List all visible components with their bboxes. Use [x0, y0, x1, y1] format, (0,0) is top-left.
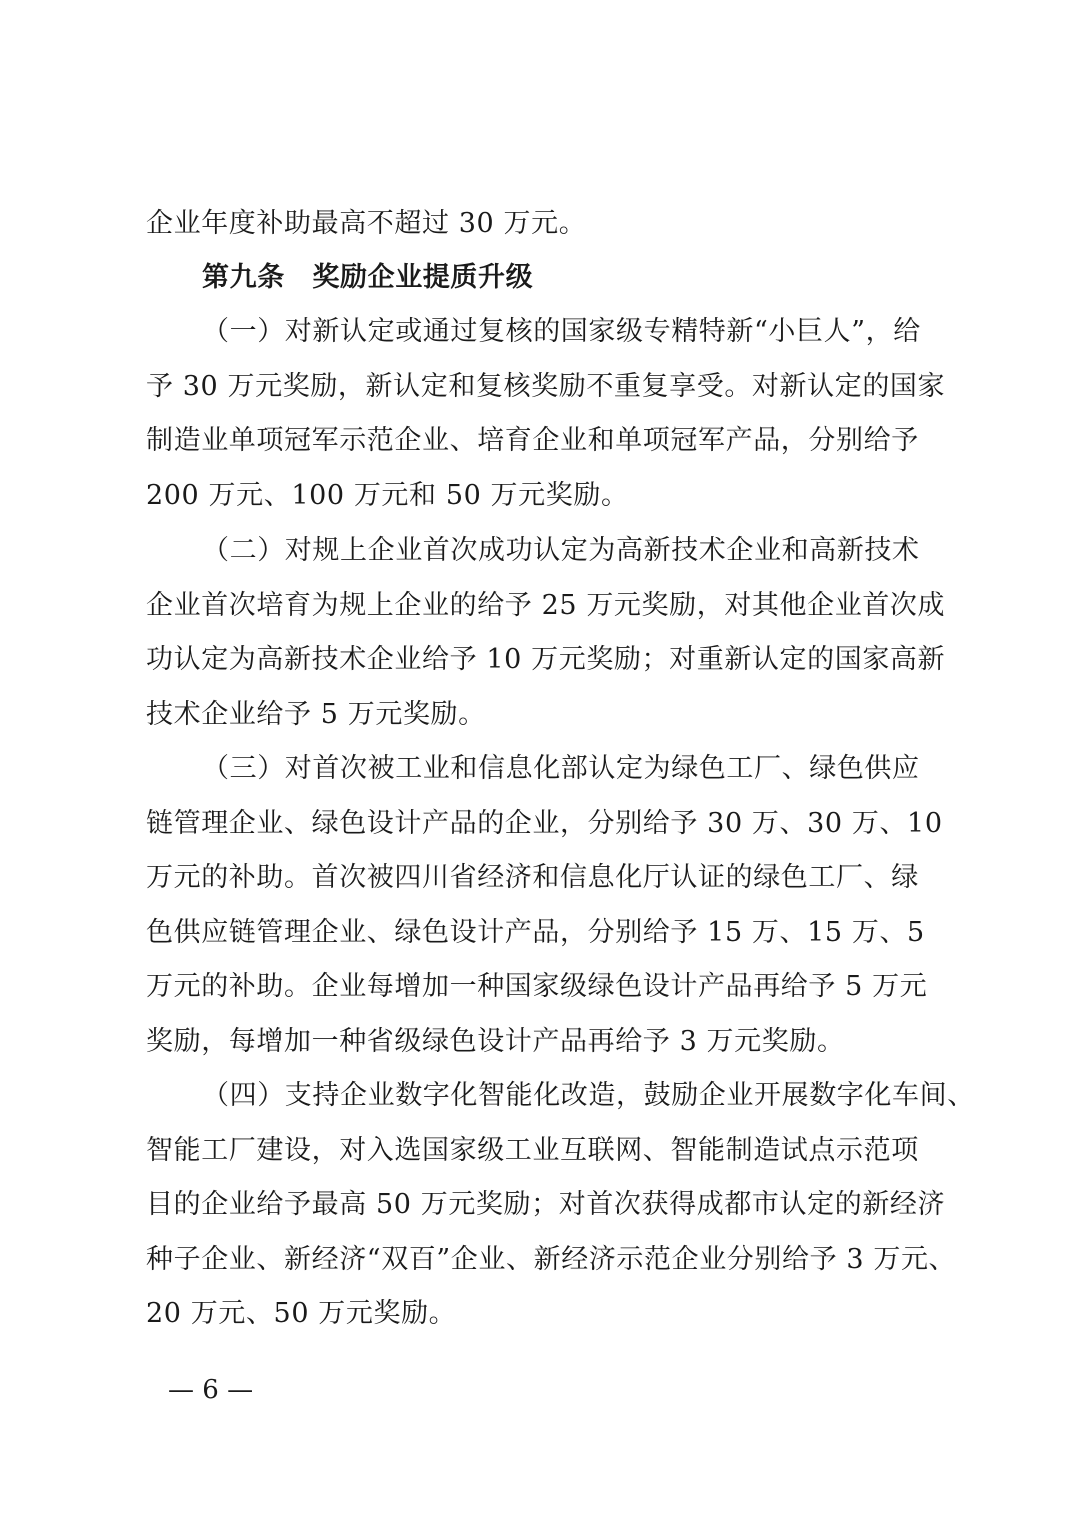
paragraph-3-line-6: 奖励，每增加一种省级绿色设计产品再给予 3 万元奖励。 [146, 1026, 845, 1057]
paragraph-4-line-2: 智能工厂建设，对入选国家级工业互联网、智能制造试点示范项 [146, 1135, 919, 1166]
paragraph-2-line-4: 技术企业给予 5 万元奖励。 [146, 699, 486, 730]
paragraph-2-line-3: 功认定为高新技术企业给予 10 万元奖励；对重新认定的国家高新 [146, 644, 946, 675]
paragraph-4-line-5: 20 万元、50 万元奖励。 [146, 1298, 457, 1329]
page-number: — 6 — [168, 1375, 254, 1405]
paragraph-1-line-3: 制造业单项冠军示范企业、培育企业和单项冠军产品，分别给予 [146, 425, 919, 456]
paragraph-3-line-3: 万元的补助。首次被四川省经济和信息化厅认证的绿色工厂、绿 [146, 862, 919, 893]
paragraph-1-line-1: （一）对新认定或通过复核的国家级专精特新“小巨人”，给 [202, 316, 921, 347]
paragraph-1-line-4: 200 万元、100 万元和 50 万元奖励。 [146, 480, 629, 511]
paragraph-3-line-2: 链管理企业、绿色设计产品的企业，分别给予 30 万、30 万、10 [146, 808, 943, 839]
paragraph-3-line-4: 色供应链管理企业、绿色设计产品，分别给予 15 万、15 万、5 [146, 917, 925, 948]
body-line: 企业年度补助最高不超过 30 万元。 [146, 208, 587, 239]
paragraph-4-line-4: 种子企业、新经济“双百”企业、新经济示范企业分别给予 3 万元、 [146, 1244, 957, 1275]
paragraph-3-line-1: （三）对首次被工业和信息化部认定为绿色工厂、绿色供应 [202, 753, 920, 784]
paragraph-2-line-1: （二）对规上企业首次成功认定为高新技术企业和高新技术 [202, 535, 920, 566]
paragraph-4-line-1: （四）支持企业数字化智能化改造，鼓励企业开展数字化车间、 [202, 1080, 975, 1111]
paragraph-1-line-2: 予 30 万元奖励，新认定和复核奖励不重复享受。对新认定的国家 [146, 371, 946, 402]
paragraph-4-line-3: 目的企业给予最高 50 万元奖励；对首次获得成都市认定的新经济 [146, 1189, 946, 1220]
paragraph-3-line-5: 万元的补助。企业每增加一种国家级绿色设计产品再给予 5 万元 [146, 971, 928, 1002]
article-heading: 第九条 奖励企业提质升级 [202, 262, 534, 293]
paragraph-2-line-2: 企业首次培育为规上企业的给予 25 万元奖励，对其他企业首次成 [146, 590, 946, 621]
